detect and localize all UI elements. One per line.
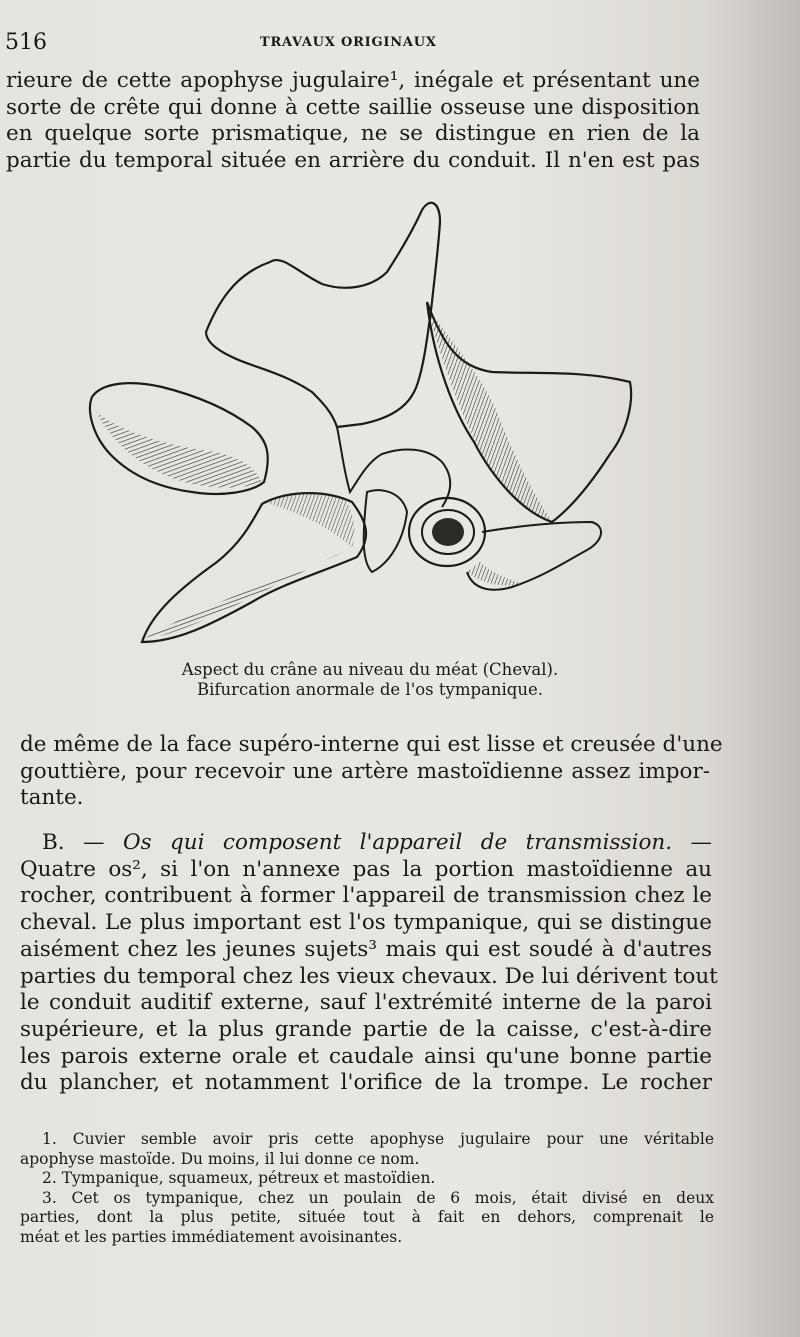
text-line: cheval. Le plus important est l'os tympanique, qui se distingue (20, 910, 712, 936)
section-heading-line (20, 830, 712, 857)
text-line: parties du temporal chez les vieux chevaux. De lui dérivent tout (20, 963, 718, 989)
footnotes (20, 1130, 714, 1247)
footnote-line: 3. Cet os tympanique, chez un poulain de 6 mois, était divisé en deux (42, 1188, 714, 1207)
page-number: 516 (5, 30, 47, 55)
page-header (5, 30, 740, 60)
text-line: du plancher, et notamment l'orifice de la trompe. Le rocher (20, 1070, 712, 1096)
text-line: de même de la face supéro-interne qui est lisse et creusée d'une (20, 732, 723, 757)
footnote-line: parties, dont la plus petite, située tout à fait en dehors, comprenait le (20, 1208, 714, 1226)
paragraph-continuation (20, 732, 723, 812)
text-line: les parois externe orale et caudale ainsi qu'une bonne partie (20, 1043, 712, 1069)
paragraph-intro (6, 68, 700, 175)
text-line: tante. (20, 785, 84, 811)
footnote-line: 2. Tympanique, squameux, pétreux et mastoïdien. (42, 1169, 436, 1187)
section-label: B. — (42, 830, 123, 855)
paragraph-section-b (20, 830, 718, 1097)
running-head: TRAVAUX ORIGINAUX (260, 35, 437, 50)
text-line: aisément chez les jeunes sujets³ mais qui est soudé à d'autres (20, 936, 712, 962)
text-line: rocher, contribuent à former l'appareil de transmission chez le (20, 883, 712, 909)
text-line: Quatre os², si l'on n'annexe pas la portion mastoïdienne au (20, 856, 712, 882)
text-line: le conduit auditif externe, sauf l'extrémité interne de la paroi (20, 990, 712, 1016)
footnote-line: apophyse mastoïde. Du moins, il lui donne ce nom. (20, 1149, 420, 1168)
figure-caption-line1: Aspect du crâne au niveau du méat (Cheval). (181, 660, 559, 679)
section-dash: — (672, 830, 712, 855)
text-line: partie du temporal située en arrière du conduit. Il n'en est pas (6, 148, 700, 174)
figure-caption-line2: Bifurcation anormale de l'os tympanique. (196, 680, 543, 699)
skull-meatus-drawing (82, 192, 642, 662)
text-line: sorte de crête qui donne à cette saillie osseuse une disposition (6, 94, 700, 120)
anatomical-illustration (82, 192, 642, 662)
footnote-line: méat et les parties immédiatement avoisinantes. (20, 1227, 403, 1246)
text-line: supérieure, et la plus grande partie de la caisse, c'est-à-dire (20, 1016, 712, 1042)
text-line: en quelque sorte prismatique, ne se distingue en rien de la (6, 121, 700, 147)
text-line: rieure de cette apophyse jugulaire¹, inégale et présentant une (6, 68, 700, 93)
section-title: Os qui composent l'appareil de transmission. (122, 830, 673, 855)
footnote-line: 1. Cuvier semble avoir pris cette apophyse jugulaire pour une véritable (42, 1130, 714, 1148)
text-line: gouttière, pour recevoir une artère mastoïdienne assez impor- (20, 758, 710, 784)
